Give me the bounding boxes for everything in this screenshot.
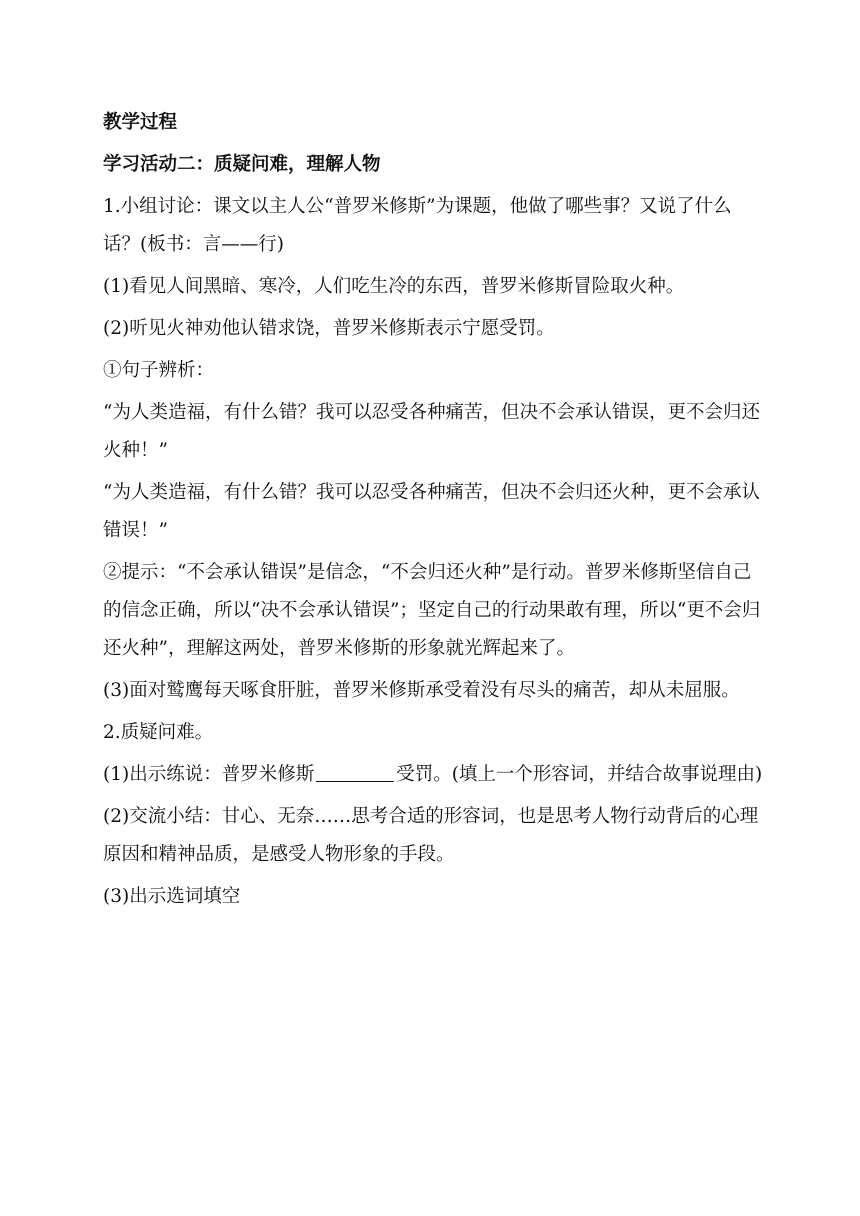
practice-text-after: 受罚。(填上一个形容词，并结合故事说理由) bbox=[396, 764, 763, 785]
paragraph-questioning: 2.质疑问难。 bbox=[103, 722, 214, 743]
paragraph-item-1: (1)看见人间黑暗、寒冷，人们吃生冷的东西，普罗米修斯冒险取火种。 bbox=[103, 276, 685, 297]
document-body bbox=[103, 104, 768, 916]
paragraph-hint: ②提示：“不会承认错误”是信念，“不会归还火种”是行动。普罗米修斯坚信自己的信念正确，所以“决不会承认错误”；坚定自己的行动果敢有理，所以“更不会归还火种”，理解这两处，普罗米修斯的形象就光辉起来了。 bbox=[103, 562, 761, 659]
paragraph-discussion: 1.小组讨论：课文以主人公“普罗米修斯”为课题，他做了哪些事？又说了什么话？(板书：言——行) bbox=[103, 196, 732, 255]
paragraph-summary: (2)交流小结：甘心、无奈……思考合适的形容词，也是思考人物行动背后的心理原因和精神品质，是感受人物形象的手段。 bbox=[103, 806, 759, 865]
paragraph-item-2: (2)听见火神劝他认错求饶，普罗米修斯表示宁愿受罚。 bbox=[103, 318, 555, 339]
activity-heading: 学习活动二：质疑问难，理解人物 bbox=[103, 154, 381, 175]
quote-1: “为人类造福，有什么错？我可以忍受各种痛苦，但决不会承认错误，更不会归还火种！” bbox=[103, 402, 760, 461]
paragraph-word-choice: (3)出示选词填空 bbox=[103, 886, 241, 907]
section-title: 教学过程 bbox=[103, 112, 178, 133]
paragraph-sentence-analysis: ①句子辨析： bbox=[103, 360, 215, 381]
paragraph-item-3: (3)面对鹫鹰每天啄食肝脏，普罗米修斯承受着没有尽头的痛苦，却从未屈服。 bbox=[103, 680, 740, 701]
practice-text-before: (1)出示练说：普罗米修斯 bbox=[103, 764, 315, 785]
quote-2: “为人类造福，有什么错？我可以忍受各种痛苦，但决不会归还火种，更不会承认错误！” bbox=[103, 482, 760, 541]
fill-in-blank bbox=[316, 761, 394, 782]
paragraph-practice bbox=[103, 756, 768, 794]
